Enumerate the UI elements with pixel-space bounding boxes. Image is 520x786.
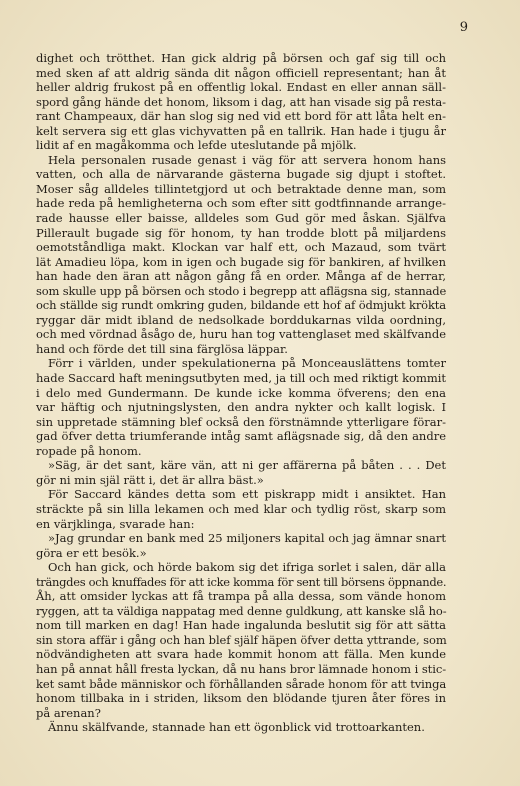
text-line: dighet och trötthet. Han gick aldrig på börsen och gaf sig till och bbox=[36, 51, 446, 65]
text-line: han på annat håll fresta lyckan, då nu hans bror lämnade honom i stic- bbox=[36, 661, 447, 676]
text-line: Ännu skälfvande, stannade han ett ögonblick vid trottoarkanten. bbox=[48, 720, 425, 735]
text-line: nödvändigheten att svara hade kommit honom att fälla. Men kunde bbox=[36, 647, 446, 662]
text-line: kelt servera sig ett glas vichyvatten på en tallrik. Han hade i tjugu år bbox=[36, 123, 446, 138]
text-line: ket samt både människor och förhållanden sårade honom för att tvinga bbox=[36, 676, 447, 691]
text-line: ropade på honom. bbox=[36, 443, 142, 458]
text-line: ryggen, att ta väldiga nappatag med denne guldkung, att kanske slå ho- bbox=[36, 603, 447, 618]
text-line: oemotståndliga makt. Klockan var half ett, och Mazaud, som tvärt bbox=[36, 240, 446, 255]
text-line: gad öfver detta triumferande intåg samt aflägsnade sig, då den andre bbox=[36, 429, 446, 444]
text-line: Moser såg alldeles tillintetgjord ut och betraktade denne man, som bbox=[36, 181, 446, 196]
text-line: spord gång hände det honom, liksom i dag, att han visade sig på resta- bbox=[36, 94, 446, 109]
text-line: hade Saccard haft meningsutbyten med, ja till och med riktigt kommit bbox=[36, 371, 446, 386]
text-line: och ställde sig rundt omkring guden, bildande ett hof af ödmjukt krökta bbox=[36, 298, 446, 313]
text-line: sin stora affär i gång och han blef själf häpen öfver detta yttrande, som bbox=[36, 632, 447, 647]
text-line: honom tillbaka in i striden, liksom den blödande tjuren åter föres in bbox=[36, 691, 446, 706]
text-line: med sken af att aldrig sända dit någon officiell representant; han åt bbox=[36, 65, 446, 80]
text-line: heller aldrig frukost på en offentlig lokal. Endast en eller annan säll- bbox=[36, 80, 446, 95]
text-line: Och han gick, och hörde bakom sig det ifriga sorlet i salen, där alla bbox=[48, 560, 446, 575]
text-line: och med vördnad åsågo de, huru han tog vattenglaset med skälfvande bbox=[36, 327, 447, 342]
text-line: För Saccard kändes detta som ett piskrapp midt i ansiktet. Han bbox=[48, 487, 446, 502]
text-line: i delo med Gundermann. De kunde icke komma öfverens; den ena bbox=[36, 385, 446, 400]
body-text bbox=[36, 51, 446, 735]
text-line: en värjklinga, svarade han: bbox=[36, 516, 195, 531]
text-line: vatten, och alla de närvarande gästerna bugade sig djupt i stoftet. bbox=[36, 167, 446, 182]
text-line: hand och förde det till sina färglösa läppar. bbox=[36, 341, 288, 356]
text-line: gör ni min själ rätt i, det är allra bäst.» bbox=[36, 472, 264, 487]
text-line: rant Champeaux, där han slog sig ned vid ett bord för att låta helt en- bbox=[36, 109, 446, 124]
text-line: Pillerault bugade sig för honom, ty han trodde blott på miljardens bbox=[36, 225, 446, 240]
text-line: Hela personalen rusade genast i väg för att servera honom hans bbox=[48, 152, 446, 167]
text-line: »Säg, är det sant, käre vän, att ni ger affärerna på båten . . . Det bbox=[48, 458, 446, 473]
text-line: ryggar där midt ibland de nedsolkade borddukarnas vilda oordning, bbox=[36, 312, 446, 327]
page-number: 9 bbox=[459, 20, 468, 35]
text-line: trängdes och knuffades för att icke komma för sent till börsens öppnande. bbox=[36, 574, 447, 589]
text-line: lidit af en magåkomma och lefde uteslutande på mjölk. bbox=[36, 138, 357, 153]
text-line: han hade den äran att någon gång få en order. Många af de herrar, bbox=[36, 269, 446, 284]
text-line: Åh, att omsider lyckas att få trampa på alla dessa, som vände honom bbox=[36, 589, 446, 604]
text-line: göra er ett besök.» bbox=[36, 545, 147, 560]
text-line: hade reda på hemligheterna och som efter sitt godtfinnande arrange- bbox=[36, 196, 446, 211]
text-line: Förr i världen, under spekulationerna på Monceauslättens tomter bbox=[48, 356, 446, 371]
text-line: lät Amadieu löpa, kom in igen och bugade sig för bankiren, af hvilken bbox=[36, 254, 446, 269]
text-line: var häftig och njutningslysten, den andra nykter och kallt logisk. I bbox=[36, 400, 446, 415]
text-line: sin uppretade stämning blef också den förstnämnde ytterligare förar- bbox=[36, 414, 446, 429]
text-line: nom till marken en dag! Han hade ingalunda beslutit sig för att sätta bbox=[36, 618, 446, 633]
text-line: »Jag grundar en bank med 25 miljoners kapital och jag ämnar snart bbox=[48, 531, 446, 546]
text-line: på arenan? bbox=[36, 705, 101, 720]
text-line: som skulle upp på börsen och stodo i begrepp att aflägsna sig, stannade bbox=[36, 283, 447, 298]
text-line: sträckte på sin lilla lekamen och med klar och tydlig röst, skarp som bbox=[36, 501, 446, 516]
text-line: rade hausse eller baisse, alldeles som Gud gör med åskan. Själfva bbox=[36, 211, 446, 226]
